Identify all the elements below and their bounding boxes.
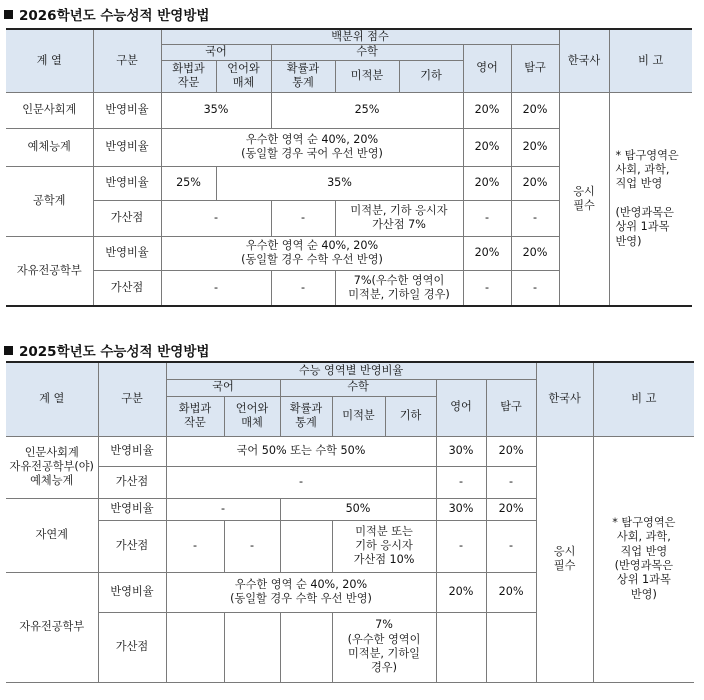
cell-gubun: 반영비율	[98, 436, 166, 466]
header-korean: 국어	[161, 45, 271, 60]
cell-bonus-text: 미적분, 기하 응시자 가산점 7%	[335, 200, 463, 236]
cell-english: 20%	[463, 166, 511, 200]
header-hwabeop: 화법과 작문	[161, 60, 216, 92]
cell-bonus-text: 7% (우수한 영역이 미적분, 기하일 경우)	[332, 612, 436, 682]
cell-tamgu: 20%	[486, 572, 536, 612]
header-eoneo: 언어와 매체	[216, 60, 271, 92]
header-ratio-group: 수능 영역별 반영비율	[166, 362, 536, 379]
cell-english: 20%	[463, 236, 511, 270]
header-hwabeop: 화법과 작문	[166, 396, 224, 436]
header-tamgu: 탐구	[511, 45, 559, 92]
cell-hanguksa: 응시 필수	[559, 92, 609, 306]
cell-hwakryul	[280, 520, 332, 572]
header-hwakryul: 확률과 통계	[280, 396, 332, 436]
header-korean: 국어	[166, 379, 280, 396]
square-bullet-icon	[4, 10, 13, 19]
cell-combined: 우수한 영역 순 40%, 20% (동일할 경우 수학 우선 반영)	[161, 236, 463, 270]
row-name-yechene: 예체능계	[6, 128, 93, 166]
cell-tamgu: 20%	[511, 236, 559, 270]
section-title-2025	[4, 340, 209, 360]
cell-gubun: 가산점	[98, 466, 166, 498]
header-mijeok: 미적분	[335, 60, 399, 92]
cell-combined: 우수한 영역 순 40%, 20% (동일할 경우 국어 우선 반영)	[161, 128, 463, 166]
row-name-inmun: 인문사회계	[6, 92, 93, 128]
square-bullet-icon	[4, 346, 13, 355]
cell-english: -	[463, 200, 511, 236]
header-english: 영어	[436, 379, 486, 436]
cell-hwakryul: -	[271, 270, 335, 306]
cell-bonus-text: 미적분 또는 기하 응시자 가산점 10%	[332, 520, 436, 572]
cell-tamgu: 20%	[511, 128, 559, 166]
cell-tamgu: -	[511, 270, 559, 306]
cell-gubun: 가산점	[93, 200, 161, 236]
cell-english: 20%	[436, 572, 486, 612]
cell-hwakryul: -	[271, 200, 335, 236]
cell-korean: 25%	[161, 166, 216, 200]
cell-english: 20%	[463, 92, 511, 128]
header-percentile-group: 백분위 점수	[161, 29, 559, 45]
cell-gubun: 반영비율	[98, 498, 166, 520]
cell-english: -	[436, 520, 486, 572]
header-hwakryul: 확률과 통계	[271, 60, 335, 92]
cell-math: 25%	[271, 92, 463, 128]
header-gyeyeol: 계 열	[6, 29, 93, 92]
cell-eoneo: -	[224, 520, 280, 572]
cell-gubun: 가산점	[98, 520, 166, 572]
header-hanguksa: 한국사	[536, 362, 593, 436]
cell-hanguksa: 응시 필수	[536, 436, 593, 682]
header-giha: 기하	[385, 396, 436, 436]
header-eoneo: 언어와 매체	[224, 396, 280, 436]
table-2026	[6, 28, 692, 307]
row-name-inmun-group: 인문사회계 자유전공학부(야) 예체능계	[6, 436, 98, 498]
cell-gubun: 반영비율	[93, 92, 161, 128]
cell-english	[436, 612, 486, 682]
cell-bigo: * 탐구영역은 사회, 과학, 직업 반영 (반영과목은 상위 1과목 반영)	[609, 92, 692, 306]
cell-gubun: 반영비율	[93, 236, 161, 270]
cell-gubun: 반영비율	[93, 166, 161, 200]
header-giha: 기하	[399, 60, 463, 92]
row-name-jayu: 자유전공학부	[6, 236, 93, 306]
cell-tamgu: 20%	[486, 436, 536, 466]
cell-korean: 35%	[161, 92, 271, 128]
cell-english: -	[463, 270, 511, 306]
cell-combined: 우수한 영역 순 40%, 20% (동일할 경우 수학 우선 반영)	[166, 572, 436, 612]
cell-tamgu: -	[486, 466, 536, 498]
header-english: 영어	[463, 45, 511, 92]
cell-korean: -	[166, 498, 280, 520]
header-mijeok: 미적분	[332, 396, 385, 436]
cell-tamgu: 20%	[486, 498, 536, 520]
row-name-jayeon: 자연계	[6, 498, 98, 572]
section-title-2026	[4, 4, 209, 24]
cell-gubun: 반영비율	[93, 128, 161, 166]
header-hanguksa: 한국사	[559, 29, 609, 92]
cell-eoneo	[224, 612, 280, 682]
cell-bonus-text: 7%(우수한 영역이 미적분, 기하일 경우)	[335, 270, 463, 306]
cell-math: 50%	[280, 498, 436, 520]
cell-gubun: 반영비율	[98, 572, 166, 612]
header-bigo: 비 고	[593, 362, 694, 436]
cell-tamgu: -	[486, 520, 536, 572]
section-title-2025-text: 2025학년도 수능성적 반영방법	[19, 344, 210, 360]
cell-korean: -	[161, 270, 271, 306]
cell-combined: 국어 50% 또는 수학 50%	[166, 436, 436, 466]
cell-combined: -	[166, 466, 436, 498]
cell-bigo: * 탐구영역은 사회, 과학, 직업 반영 (반영과목은 상위 1과목 반영)	[593, 436, 694, 682]
cell-tamgu: 20%	[511, 166, 559, 200]
header-gubun: 구분	[93, 29, 161, 92]
cell-math: 35%	[216, 166, 463, 200]
cell-english: 30%	[436, 498, 486, 520]
cell-gubun: 가산점	[98, 612, 166, 682]
cell-hwakryul	[280, 612, 332, 682]
header-math: 수학	[280, 379, 436, 396]
header-gubun: 구분	[98, 362, 166, 436]
cell-hwabeop	[166, 612, 224, 682]
cell-gubun: 가산점	[93, 270, 161, 306]
table-2025	[6, 361, 694, 683]
cell-tamgu: -	[511, 200, 559, 236]
header-math: 수학	[271, 45, 463, 60]
header-tamgu: 탐구	[486, 379, 536, 436]
section-title-2026-text: 2026학년도 수능성적 반영방법	[19, 8, 210, 24]
header-gyeyeol: 계 열	[6, 362, 98, 436]
cell-english: 20%	[463, 128, 511, 166]
cell-tamgu	[486, 612, 536, 682]
cell-korean: -	[161, 200, 271, 236]
row-name-gonghak: 공학계	[6, 166, 93, 236]
cell-english: -	[436, 466, 486, 498]
cell-tamgu: 20%	[511, 92, 559, 128]
cell-english: 30%	[436, 436, 486, 466]
header-bigo: 비 고	[609, 29, 692, 92]
cell-hwabeop: -	[166, 520, 224, 572]
row-name-jayu: 자유전공학부	[6, 572, 98, 682]
